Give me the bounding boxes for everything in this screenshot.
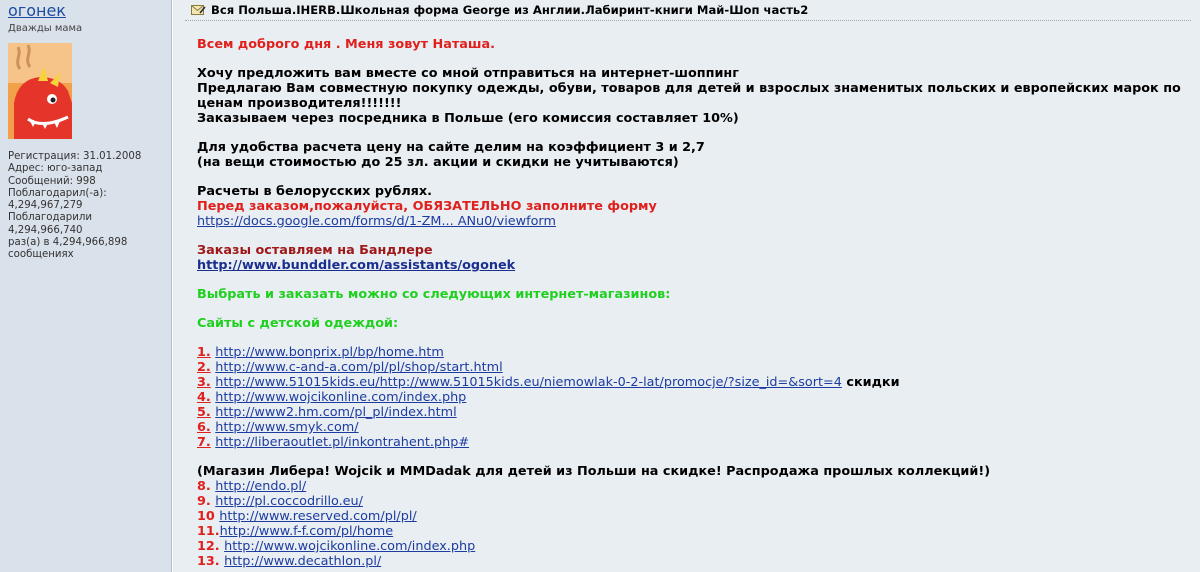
list-item — [197, 539, 1200, 554]
link-number[interactable]: 3. — [197, 375, 211, 390]
list-item — [197, 420, 1200, 435]
para-bundler: Заказы оставляем на Бандлере — [197, 243, 433, 258]
post-container — [172, 0, 1200, 572]
sale-label: скидки — [846, 375, 900, 390]
shop-link[interactable]: http://www.51015kids.eu/ — [215, 375, 380, 390]
para-offer: Предлагаю Вам совместную покупку одежды, обуви, товаров для детей и взрослых знаменитых польских и европейских марок по ценам производителя!!!!!!! — [197, 81, 1181, 111]
shop-link-sale[interactable]: http://www.51015kids.eu/niemowlak-0-2-lat/promocje/?size_id=&sort=4 — [379, 375, 842, 390]
shop-link[interactable]: http://www.wojcikonline.com/index.php — [215, 390, 467, 405]
shop-link[interactable]: http://www.decathlon.pl/ — [224, 554, 382, 569]
shop-link[interactable]: http://www2.hm.com/pl_pl/index.html — [215, 405, 457, 420]
stat-thanks-posts: сообщениях — [8, 249, 74, 261]
username-link[interactable]: огонек — [8, 1, 66, 20]
stat-registration: Регистрация: 31.01.2008 — [8, 151, 142, 162]
link-number: 13. — [197, 554, 220, 569]
stat-thanks-received: Поблагодарили 4,294,966,740 — [8, 212, 93, 236]
post-body — [185, 21, 1200, 569]
bundler-link[interactable]: http://www.bunddler.com/assistants/ogonek — [197, 258, 516, 273]
list-item — [197, 509, 1200, 524]
list-item — [197, 479, 1200, 494]
user-title: Дважды мама — [8, 23, 83, 34]
shop-link[interactable]: http://www.smyk.com/ — [215, 420, 359, 435]
para-shopping: Хочу предложить вам вместе со мной отправиться на интернет-шоппинг — [197, 66, 739, 81]
link-number: 9. — [197, 494, 211, 509]
post-icon — [191, 4, 206, 16]
list-item — [197, 405, 1200, 420]
para-currency: Расчеты в белорусских рублях. — [197, 184, 433, 199]
list-item — [197, 390, 1200, 405]
para-kids-heading: Сайты с детской одеждой: — [197, 316, 399, 331]
para-discounts: (на вещи стоимостью до 25 зл. акции и скидки не учитываются) — [197, 155, 679, 170]
link-number[interactable]: 2. — [197, 360, 211, 375]
list-item — [197, 554, 1200, 569]
avatar[interactable] — [8, 43, 72, 139]
para-coefficient: Для удобства расчета цену на сайте делим на коэффициент 3 и 2,7 — [197, 140, 705, 155]
form-link[interactable]: https://docs.google.com/forms/d/1-ZM... ANu0/viewform — [197, 214, 556, 229]
link-number[interactable]: 6. — [197, 420, 211, 435]
shop-link[interactable]: http://endo.pl/ — [215, 479, 307, 494]
shop-link[interactable]: http://www.wojcikonline.com/index.php — [224, 539, 476, 554]
link-number: 8. — [197, 479, 211, 494]
post-titlebar — [185, 2, 1191, 21]
shop-link[interactable]: http://liberaoutlet.pl/inkontrahent.php# — [215, 435, 470, 450]
link-number[interactable]: 7. — [197, 435, 211, 450]
link-number[interactable]: 5. — [197, 405, 211, 420]
link-number[interactable]: 1. — [197, 345, 211, 360]
shop-link[interactable]: http://www.c-and-a.com/pl/pl/shop/start.html — [215, 360, 503, 375]
list-item — [197, 375, 1200, 390]
shop-link[interactable]: http://www.bonprix.pl/bp/home.htm — [215, 345, 444, 360]
shop-link[interactable]: http://www.reserved.com/pl/pl/ — [219, 509, 417, 524]
stat-thanked-value: 4,294,967,279 — [8, 200, 83, 212]
list-item — [197, 524, 1200, 539]
post-title: Вся Польша.IHERB.Школьная форма George из Англии.Лабиринт-книги Май-Шоп часть2 — [211, 3, 809, 17]
link-number: 10 — [197, 509, 215, 524]
shop-link[interactable]: http://www.f-f.com/pl/home — [219, 524, 394, 539]
link-number: 11. — [197, 524, 220, 539]
link-number: 12. — [197, 539, 220, 554]
stat-address: Адрес: юго-запад — [8, 163, 103, 175]
stat-thanked-label: Поблагодарил(-а): — [8, 187, 107, 199]
list-item — [197, 345, 1200, 360]
shop-link[interactable]: http://pl.coccodrillo.eu/ — [215, 494, 363, 509]
list-item — [197, 360, 1200, 375]
user-stats — [8, 151, 167, 262]
greeting: Всем доброго дня . Меня зовут Наташа. — [197, 37, 495, 52]
para-broker: Заказываем через посредника в Польше (его комиссия составляет 10%) — [197, 111, 739, 126]
para-shops-heading: Выбрать и заказать можно со следующих интернет-магазинов: — [197, 287, 671, 302]
para-form-required: Перед заказом,пожалуйста, ОБЯЗАТЕЛЬНО заполните форму — [197, 199, 657, 214]
para-libera: (Магазин Либера! Wojcik и MMDadak для детей из Польши на скидке! Распродажа прошлых коллекций!) — [197, 464, 991, 479]
stat-posts: Сообщений: 998 — [8, 175, 96, 187]
list-item — [197, 494, 1200, 509]
user-sidebar — [0, 0, 172, 572]
link-number[interactable]: 4. — [197, 390, 211, 405]
list-item — [197, 435, 1200, 450]
stat-thanks-in: раз(а) в 4,294,966,898 — [8, 237, 128, 249]
